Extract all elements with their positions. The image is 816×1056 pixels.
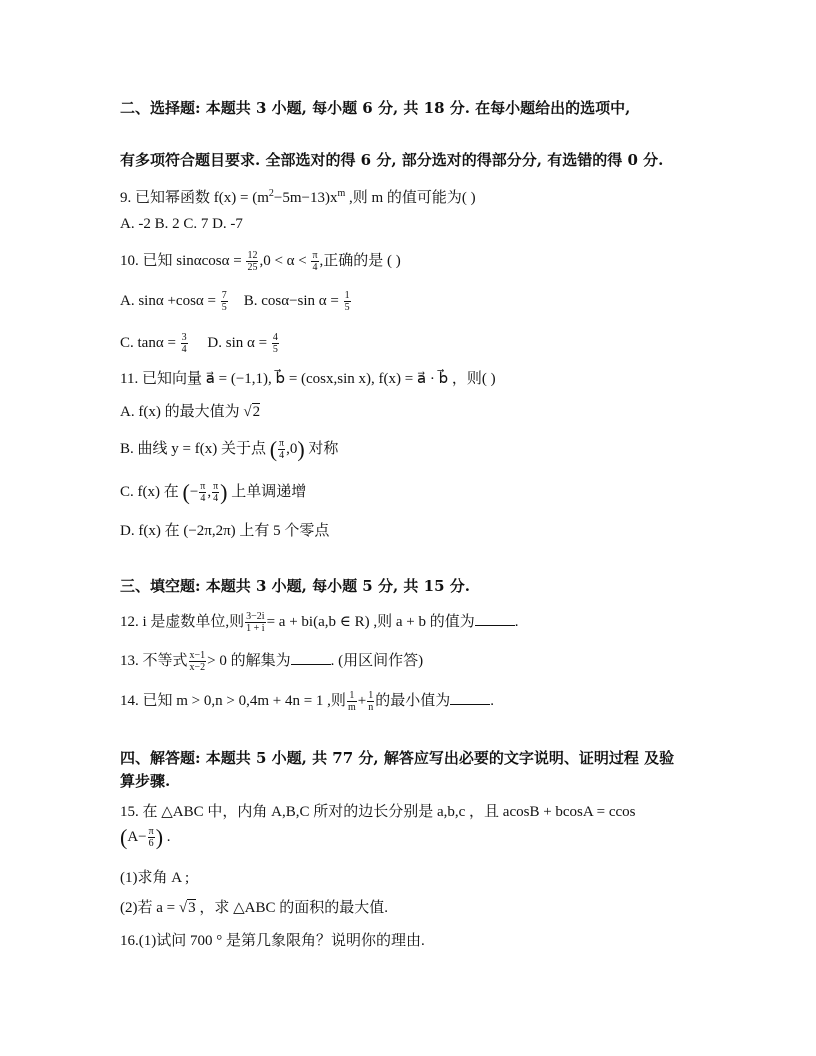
q14-frac2-num: 1	[368, 690, 374, 702]
q12-frac-den: 1 + i	[246, 623, 265, 635]
q10-option-d-frac	[272, 332, 279, 355]
q16-part1: 16.(1)试问 700 ° 是第几象限角？说明你的理由.	[120, 933, 425, 949]
q12-frac-num: 3−2i	[246, 611, 265, 623]
q10-option-a-num: 7	[221, 290, 227, 301]
q10-option-b-num: 1	[344, 290, 350, 301]
q10-option-c-den: 4	[181, 344, 187, 355]
q11-option-b-text: B. 曲线 y = f(x) 关于点	[120, 440, 270, 457]
q13-stem-part-a: 13. 不等式	[120, 653, 188, 669]
q11-option-c-frac1	[199, 481, 206, 504]
q9-options: A. -2 B. 2 C. 7 D. -7	[120, 216, 243, 232]
section2-heading-line2: 有多项符合题目要求. 全部选对的得 6 分, 部分选对的得部分分, 有选错的得 0 分.	[120, 151, 664, 169]
q15-rparen: )	[155, 824, 164, 850]
q10-option-c-frac	[181, 332, 188, 355]
q15-part2: (2)若 a = √3 ，求 △ABC 的面积的最大值.	[120, 900, 388, 916]
q15-part2-text-a: (2)若 a =	[120, 900, 179, 916]
q13-stem-part-c: . (用区间作答)	[330, 653, 424, 669]
q11-option-d: D. f(x) 在 (−2π,2π) 上有 5 个零点	[120, 523, 330, 539]
q11-option-a-radicand: 2	[252, 404, 261, 420]
q9-stem-part-a: 9. 已知幂函数 f(x) = (m	[120, 190, 269, 206]
q10-option-c: C. tanα =	[120, 334, 176, 351]
q11-option-c-frac2	[212, 481, 219, 504]
q11-option-a-text: A. f(x) 的最大值为	[120, 404, 244, 420]
q14-frac1-den: m	[347, 702, 356, 714]
q11-option-c-num2: π	[213, 481, 219, 492]
section4-heading-line2: 算步骤.	[120, 772, 171, 790]
q9-stem	[120, 184, 476, 208]
q10-stem	[120, 250, 401, 273]
q9-exponent-2: 2	[268, 188, 274, 199]
q14-answer-blank[interactable]	[450, 690, 490, 705]
q10-option-d-den: 5	[272, 344, 278, 355]
q12-stem: 12. i 是虚数单位,则 $\frac{3-2i}{1 + i}$ = a + bi(a,b ∈ R) ,则 a + b 的值为 .	[120, 611, 519, 635]
q10-frac2-den: 4	[312, 262, 318, 273]
q13-frac	[189, 650, 207, 673]
q15-lparen: (	[120, 824, 128, 850]
section4-heading-line1: 四、解答题: 本题共 5 小题, 共 77 分, 解答应写出必要的文字说明、证明过程 及验	[120, 749, 675, 767]
q9-exponent-m: m	[337, 188, 346, 199]
q10-option-d: D. sin α =	[207, 334, 268, 351]
section3-heading: 三、填空题: 本题共 3 小题, 每小题 5 分, 共 15 分.	[120, 577, 470, 595]
q10-option-d-num: 4	[272, 332, 278, 343]
q14-frac1-num: 1	[347, 690, 357, 702]
q11-option-b-point-y: ,0	[286, 440, 298, 457]
q11-stem: 11. 已知向量 a⃗ = (−1,1), b⃗ = (cosx,sin x), f(x) = a⃗ · b⃗ ，则( )	[120, 371, 496, 387]
q15-part2-text-b: ，求 △ABC 的面积的最大值.	[195, 900, 388, 916]
q11-option-c-text: C. f(x) 在	[120, 483, 183, 500]
q14-stem: 14. 已知 m > 0,n > 0,4m + 4n = 1 ,则 $\frac{1}{m}$ + $\frac{1}{n}$ 的最小值为 .	[120, 690, 494, 714]
q15-frac-den: 6	[148, 838, 154, 849]
q13-stem	[120, 650, 423, 673]
q10-stem-part-c: ,正确的是 ( )	[319, 252, 401, 269]
q15-part2-radicand: 3	[188, 900, 196, 916]
q9-stem-part-b: −5m−13)x	[273, 190, 338, 206]
q14-stem-part-a: 14. 已知 m > 0,n > 0,4m + 4n = 1 ,则	[120, 693, 346, 709]
q10-option-a: A. sinα +cosα =	[120, 292, 216, 309]
q14-plus: +	[357, 693, 367, 709]
q11-option-c-lparen: (	[182, 479, 190, 505]
q10-stem-part-b: ,0 < α <	[259, 252, 307, 269]
q15-stem-part-a: A−	[127, 828, 147, 845]
q15-stem-line2	[120, 826, 171, 849]
q13-stem-part-b: > 0 的解集为	[207, 653, 291, 669]
q10-frac-den: 25	[247, 262, 258, 273]
q15-frac-num: π	[148, 826, 154, 837]
q11-option-b-rparen: )	[297, 436, 305, 462]
q10-option-b-frac	[344, 290, 351, 313]
q13-answer-blank[interactable]	[291, 650, 331, 665]
q11-option-b-lparen: (	[269, 436, 278, 462]
q14-stem-part-b: 的最小值为	[375, 693, 451, 709]
q10-option-a-den: 5	[221, 302, 227, 313]
q10-options-ab	[120, 290, 352, 313]
q10-frac-num: 12	[247, 250, 258, 261]
q11-option-b-num: π	[279, 438, 285, 449]
q13-frac-num: x−1	[189, 650, 206, 662]
q15-frac	[148, 826, 155, 849]
q10-stem-part-a: 10. 已知 sinαcosα =	[120, 252, 242, 269]
q10-option-b-den: 5	[344, 302, 350, 313]
q11-option-b-frac	[278, 438, 285, 461]
q11-option-c-den2: 4	[213, 493, 219, 504]
q11-option-b	[120, 438, 338, 461]
q10-options-cd	[120, 332, 280, 355]
q11-option-c: C. f(x) 在 (− $\frac{\pi}{4}$ , $\frac{\pi}{4}$ ) 上单调递增	[120, 479, 307, 505]
q12-stem-part-a: 12. i 是虚数单位,则	[120, 614, 245, 630]
q10-option-a-frac	[221, 290, 228, 313]
q11-option-b-den: 4	[279, 450, 285, 461]
q15-stem-part-b: .	[163, 828, 171, 845]
section2-heading-line1: 二、选择题: 本题共 3 小题, 每小题 6 分, 共 18 分. 在每小题给出的选项中,	[120, 99, 631, 117]
q11-option-c-tail: 上单调递增	[227, 483, 307, 500]
q10-option-c-num: 3	[181, 332, 187, 343]
q14-frac2	[367, 690, 374, 713]
q11-option-a: A. f(x) 的最大值为 √2	[120, 404, 261, 420]
q14-frac2-den: n	[368, 702, 374, 714]
q11-option-c-rparen: )	[220, 479, 228, 505]
q10-option-b: B. cosα−sin α =	[243, 292, 339, 309]
q15-part1: (1)求角 A ;	[120, 870, 190, 886]
q11-option-b-tail: 对称	[304, 440, 339, 457]
q12-frac	[245, 611, 265, 634]
q12-answer-blank[interactable]	[475, 611, 515, 626]
q9-stem-part-c: ,则 m 的值可能为( )	[345, 190, 476, 206]
q10-frac2-num: π	[312, 250, 318, 261]
q13-frac-den: x−2	[189, 662, 206, 674]
q14-frac1	[347, 690, 357, 713]
q11-option-c-den1: 4	[200, 493, 206, 504]
q10-frac-pi-4	[311, 250, 318, 273]
q15-stem-line1: 15. 在 △ABC 中，内角 A,B,C 所对的边长分别是 a,b,c ，且 acosB + bcosA = ccos	[120, 804, 636, 820]
q11-option-c-num1: π	[200, 481, 206, 492]
q12-stem-part-b: = a + bi(a,b ∈ R) ,则 a + b 的值为	[266, 614, 475, 630]
q10-frac-12-25	[246, 250, 258, 273]
